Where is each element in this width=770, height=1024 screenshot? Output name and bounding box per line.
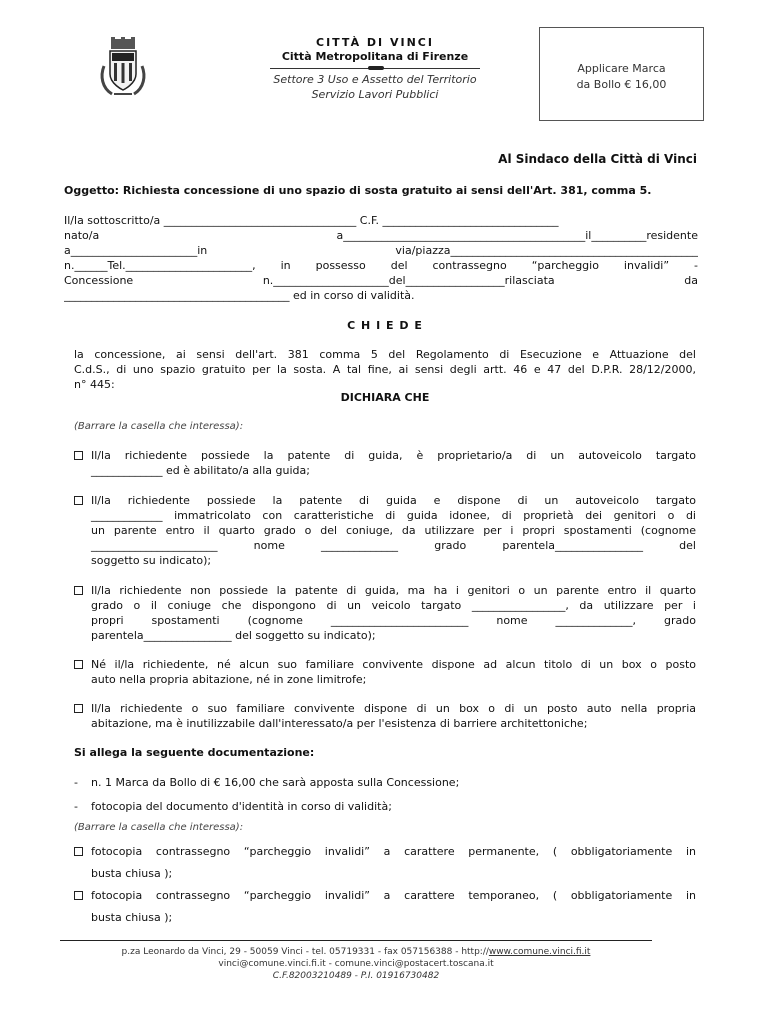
city-crest-icon [98, 36, 148, 100]
city-name: CITTÀ DI VINCI [316, 36, 434, 49]
declaration-option[interactable] [74, 448, 696, 478]
option-line: Il/la richiedente non possiede la patente di guida, ma ha i genitori o un parente entro il quarto [91, 584, 696, 597]
dichiara-title: DICHIARA CHE [340, 391, 430, 404]
declaration-option[interactable] [74, 493, 696, 568]
option-line: grado o il coniuge che dispongono di un veicolo targato _________________, da utilizzare per i [91, 599, 696, 612]
option-line: auto nella propria abitazione, né in zone limitrofe; [91, 673, 367, 686]
footer-address [60, 947, 652, 958]
applicant-line[interactable]: Concessione n._____________________del__________________rilasciata da [64, 274, 698, 287]
option-line: fotocopia contrassegno “parcheggio invalidi” a carattere permanente, ( obbligatoriamente in [91, 845, 696, 858]
applicant-block [64, 213, 698, 303]
attachment-option[interactable] [74, 841, 696, 885]
option-line: busta chiusa ); [91, 911, 173, 924]
applicant-line[interactable]: nato/a a____________________________________________il__________residente [64, 229, 698, 242]
stamp-line-2: da Bollo € 16,00 [576, 78, 667, 91]
checkbox[interactable] [74, 660, 83, 669]
dichiara-hint: (Barrare la casella che interessa): [74, 421, 244, 432]
declaration-option[interactable] [74, 583, 696, 643]
footer-divider [60, 940, 652, 941]
option-line: abitazione, ma è inutilizzabile dall'interessato/a per l'esistenza di barriere architettoniche; [91, 717, 588, 730]
declaration-option[interactable] [74, 701, 696, 731]
addressee: Al Sindaco della Città di Vinci [498, 152, 697, 166]
subject: Oggetto: Richiesta concessione di uno spazio di sosta gratuito ai sensi dell'Art. 381, comma 5. [64, 184, 652, 197]
option-line: Il/la richiedente o suo familiare convivente dispone di un box o di un posto auto nella propria [91, 702, 696, 715]
chiede-line: C.d.S., di uno spazio gratuito per la sosta. A tal fine, ai sensi degli artt. 46 e 47 del D.P.R. 28/12/2000, [74, 363, 696, 376]
option-line: Il/la richiedente possiede la patente di guida, è proprietario/a di un autoveicolo targato [91, 449, 696, 462]
attachment-text: fotocopia del documento d'identità in corso di validità; [91, 800, 392, 813]
option-line: Il/la richiedente possiede la patente di guida e dispone di un autoveicolo targato [91, 494, 696, 507]
option-line: busta chiusa ); [91, 867, 173, 880]
checkbox[interactable] [74, 891, 83, 900]
option-line: fotocopia contrassegno “parcheggio invalidi” a carattere temporaneo, ( obbligatoriamente in [91, 889, 696, 902]
checkbox[interactable] [74, 704, 83, 713]
service-name: Servizio Lavori Pubblici [311, 88, 439, 101]
attachments-title: Si allega la seguente documentazione: [74, 746, 315, 759]
option-line: propri spostamenti (cognome _________________________ nome ______________, grado [91, 614, 696, 627]
chiede-title: C H I E D E [347, 319, 423, 332]
option-line: un parente entro il quarto grado o del coniuge, da utilizzare per i propri spostamenti (cognome [91, 524, 696, 537]
option-line: parentela________________ del soggetto su indicato); [91, 629, 376, 642]
applicant-line[interactable]: _________________________________________ ed in corso di validità. [64, 289, 415, 302]
website-link[interactable]: www.comune.vinci.fi.it [488, 947, 591, 957]
letterhead [250, 36, 500, 102]
option-line: _____________ ed è abilitato/a alla guida; [91, 464, 310, 477]
chiede-line: n° 445: [74, 378, 115, 391]
applicant-line[interactable]: Il/la sottoscritto/a ___________________________________ C.F. ________________________________ [64, 214, 559, 227]
city-crest-logo [98, 36, 148, 100]
attachment-item: - n. 1 Marca da Bollo di € 16,00 che sarà apposta sulla Concessione; [74, 776, 460, 789]
attachments-hint: (Barrare la casella che interessa): [74, 822, 244, 833]
chiede-line: la concessione, ai sensi dell'art. 381 comma 5 del Regolamento di Esecuzione e Attuazione del [74, 348, 696, 361]
applicant-line[interactable]: a_______________________in via/piazza_____________________________________________ [64, 244, 698, 257]
checkbox[interactable] [74, 496, 83, 505]
revenue-stamp-box [539, 27, 704, 121]
attachment-text: n. 1 Marca da Bollo di € 16,00 che sarà apposta sulla Concessione; [91, 776, 460, 789]
footer-tax-ids: C.F.82003210489 - P.I. 01916730482 [272, 971, 440, 981]
metro-name: Città Metropolitana di Firenze [281, 50, 469, 63]
attachment-item: - fotocopia del documento d'identità in corso di validità; [74, 800, 392, 813]
option-line: Né il/la richiedente, né alcun suo familiare convivente dispone ad alcun titolo di un box o posto [91, 658, 696, 671]
attachment-option[interactable] [74, 885, 696, 929]
header-divider [250, 64, 500, 72]
checkbox[interactable] [74, 451, 83, 460]
option-line: soggetto su indicato); [91, 554, 212, 567]
applicant-line[interactable]: n.______Tel._______________________, in possesso del contrassegno “parcheggio invalidi” - [64, 259, 698, 272]
footer-emails: vinci@comune.vinci.fi.it - comune.vinci@postacert.toscana.it [218, 959, 494, 969]
option-line: _______________________ nome ______________ grado parentela________________ del [91, 539, 696, 552]
option-line: _____________ immatricolato con caratteristiche di guida idonee, di proprietà dei genitori o di [91, 509, 696, 522]
stamp-line-1: Applicare Marca [577, 62, 666, 75]
sector-name: Settore 3 Uso e Assetto del Territorio [273, 73, 477, 86]
checkbox[interactable] [74, 586, 83, 595]
footer-address-text: p.za Leonardo da Vinci, 29 - 50059 Vinci - tel. 05719331 - fax 057156388 - http:// [121, 947, 489, 957]
chiede-paragraph [74, 347, 696, 392]
declaration-option[interactable] [74, 657, 696, 687]
checkbox[interactable] [74, 847, 83, 856]
